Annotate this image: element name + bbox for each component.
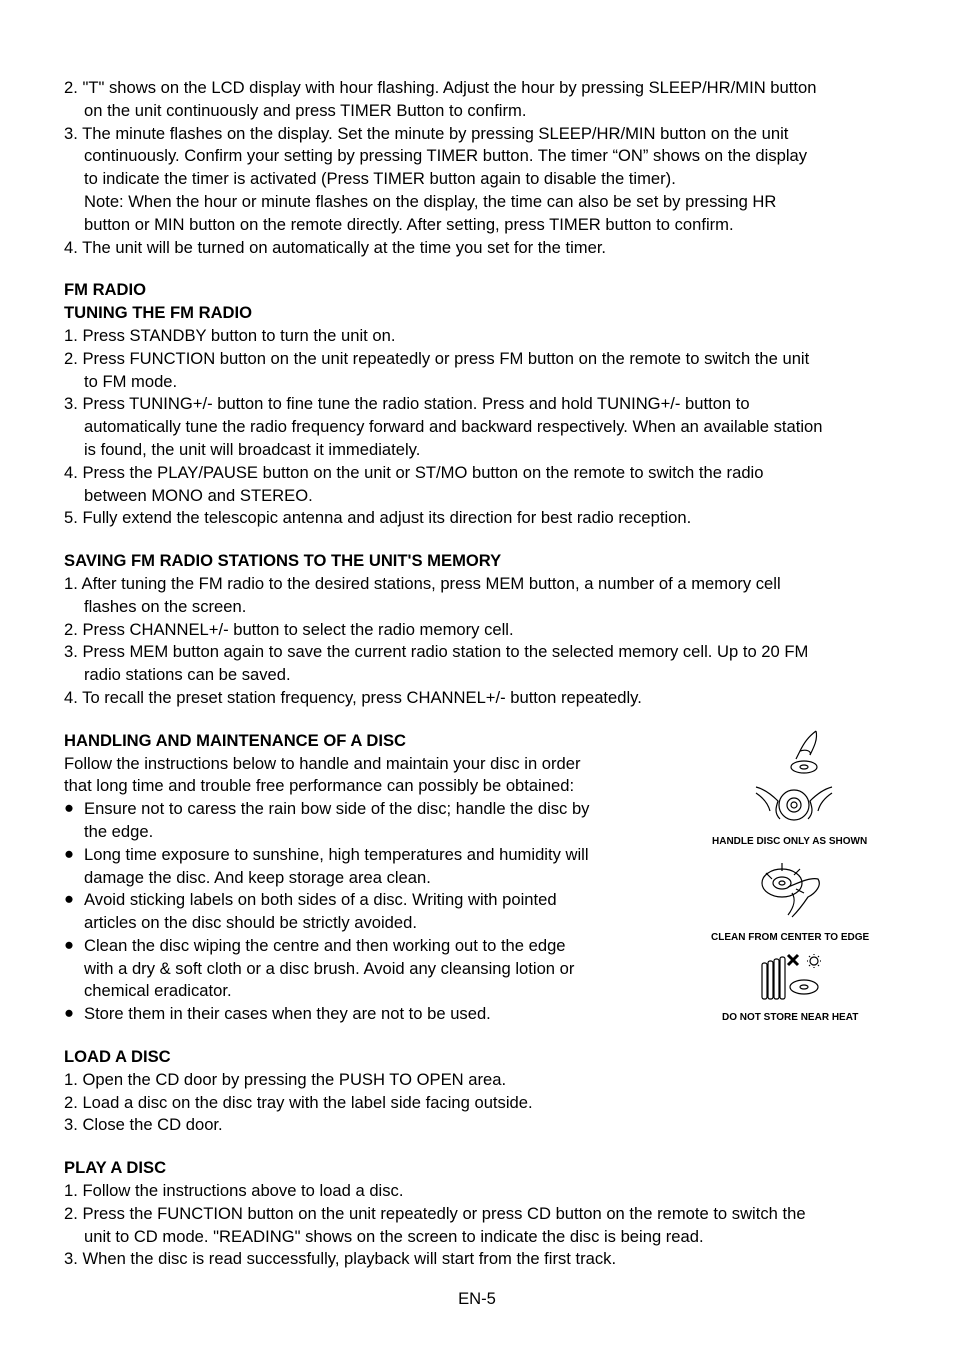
step (64, 77, 894, 123)
page-number: EN-5 (458, 1289, 496, 1308)
bullet-line: chemical eradicator. (84, 981, 232, 1001)
step-line: 3. Press TUNING+/- button to fine tune the radio station. Press and hold TUNING+/- button to (64, 394, 750, 414)
step-line: on the unit continuously and press TIMER Button to confirm. (84, 100, 527, 120)
cleaning-disc-icon (758, 859, 824, 919)
step-line: Note: When the hour or minute flashes on the display, the time can also be set by pressing HR (84, 191, 777, 211)
bullet-line: Long time exposure to sunshine, high temperatures and humidity will (84, 844, 589, 864)
step (64, 123, 894, 237)
caption-heat: DO NOT STORE NEAR HEAT (722, 1012, 859, 1023)
play-disc-section (64, 1157, 894, 1271)
step-line: 4. The unit will be turned on automatically at the time you set for the timer. (64, 237, 607, 257)
step-line: flashes on the screen. (84, 596, 247, 616)
step (64, 237, 894, 260)
heater-warning-icon (760, 953, 826, 1003)
bullet-line: with a dry & soft cloth or a disc brush. Avoid any cleansing lotion or (84, 958, 575, 978)
step-line: 3. When the disc is read successfully, playback will start from the first track. (64, 1249, 617, 1269)
step-line: between MONO and STEREO. (84, 485, 313, 505)
bullet-line: Ensure not to caress the rain bow side of the disc; handle the disc by (84, 799, 590, 819)
bullet-icon: ● (64, 798, 75, 818)
saving-section (64, 550, 894, 710)
step-line: automatically tune the radio frequency forward and backward respectively. When an available station (84, 417, 823, 437)
section-heading: SAVING FM RADIO STATIONS TO THE UNIT'S MEMORY (64, 551, 502, 571)
section-subheading: TUNING THE FM RADIO (64, 303, 253, 323)
bullet-icon: ● (64, 843, 75, 863)
hands-holding-edge-icon (754, 783, 834, 827)
step-line: 4. To recall the preset station frequency, press CHANNEL+/- button repeatedly. (64, 687, 642, 707)
document-body (64, 77, 894, 1271)
step-line: button or MIN button on the remote directly. After setting, press TIMER button to confirm. (84, 214, 734, 234)
section-heading: FM RADIO (64, 280, 147, 300)
step-line: 2. Load a disc on the disc tray with the label side facing outside. (64, 1092, 533, 1112)
section-heading: LOAD A DISC (64, 1047, 171, 1067)
section-heading: HANDLING AND MAINTENANCE OF A DISC (64, 730, 407, 750)
hand-holding-disc-icon (788, 729, 824, 777)
step-line: to indicate the timer is activated (Press TIMER button again to disable the timer). (84, 169, 676, 189)
fm-radio-section (64, 279, 894, 530)
load-disc-section (64, 1046, 894, 1137)
bullet-line: Avoid sticking labels on both sides of a disc. Writing with pointed (84, 890, 557, 910)
intro-line: Follow the instructions below to handle and maintain your disc in order (64, 753, 581, 773)
step-line: 3. Close the CD door. (64, 1115, 223, 1135)
step-line: 1. Follow the instructions above to load a disc. (64, 1181, 404, 1201)
caption-clean-disc: CLEAN FROM CENTER TO EDGE (711, 932, 870, 943)
step-line: 2. Press the FUNCTION button on the unit repeatedly or press CD button on the remote to switch the (64, 1203, 806, 1223)
bullet-line: Clean the disc wiping the centre and then working out to the edge (84, 935, 566, 955)
step-line: 3. The minute flashes on the display. Set the minute by pressing SLEEP/HR/MIN button on the unit (64, 123, 789, 143)
timer-steps (64, 77, 894, 259)
section-heading: PLAY A DISC (64, 1158, 167, 1178)
step-line: 2. Press FUNCTION button on the unit repeatedly or press FM button on the remote to switch the unit (64, 348, 810, 368)
step-line: unit to CD mode. "READING" shows on the screen to indicate the disc is being read. (84, 1226, 704, 1246)
step-line: 4. Press the PLAY/PAUSE button on the unit or ST/MO button on the remote to switch the radio (64, 462, 764, 482)
bullet-line: articles on the disc should be strictly avoided. (84, 913, 417, 933)
bullet-icon: ● (64, 1003, 75, 1023)
bullet-line: the edge. (84, 821, 154, 841)
bullet-icon: ● (64, 934, 75, 954)
bullet-line: Store them in their cases when they are not to be used. (84, 1004, 491, 1024)
step-line: to FM mode. (84, 371, 178, 391)
step-line: 1. After tuning the FM radio to the desired stations, press MEM button, a number of a memory cell (64, 573, 781, 593)
step-line: radio stations can be saved. (84, 665, 291, 685)
step-line: 2. "T" shows on the LCD display with hour flashing. Adjust the hour by pressing SLEEP/HR/MIN button (64, 78, 817, 97)
step-line: continuously. Confirm your setting by pressing TIMER button. The timer “ON” shows on the display (84, 146, 808, 166)
step-line: 1. Open the CD door by pressing the PUSH TO OPEN area. (64, 1069, 507, 1089)
step-line: is found, the unit will broadcast it immediately. (84, 439, 421, 459)
step-line: 3. Press MEM button again to save the current radio station to the selected memory cell. Up to 20 FM (64, 642, 809, 662)
step-line: 1. Press STANDBY button to turn the unit on. (64, 325, 396, 345)
intro-line: that long time and trouble free performance can possibly be obtained: (64, 776, 575, 796)
bullet-line: damage the disc. And keep storage area clean. (84, 867, 431, 887)
step-line: 2. Press CHANNEL+/- button to select the radio memory cell. (64, 619, 514, 639)
caption-handle-disc: HANDLE DISC ONLY AS SHOWN (712, 836, 868, 847)
step-line: 5. Fully extend the telescopic antenna and adjust its direction for best radio reception. (64, 508, 692, 528)
bullet-icon: ● (64, 889, 75, 909)
